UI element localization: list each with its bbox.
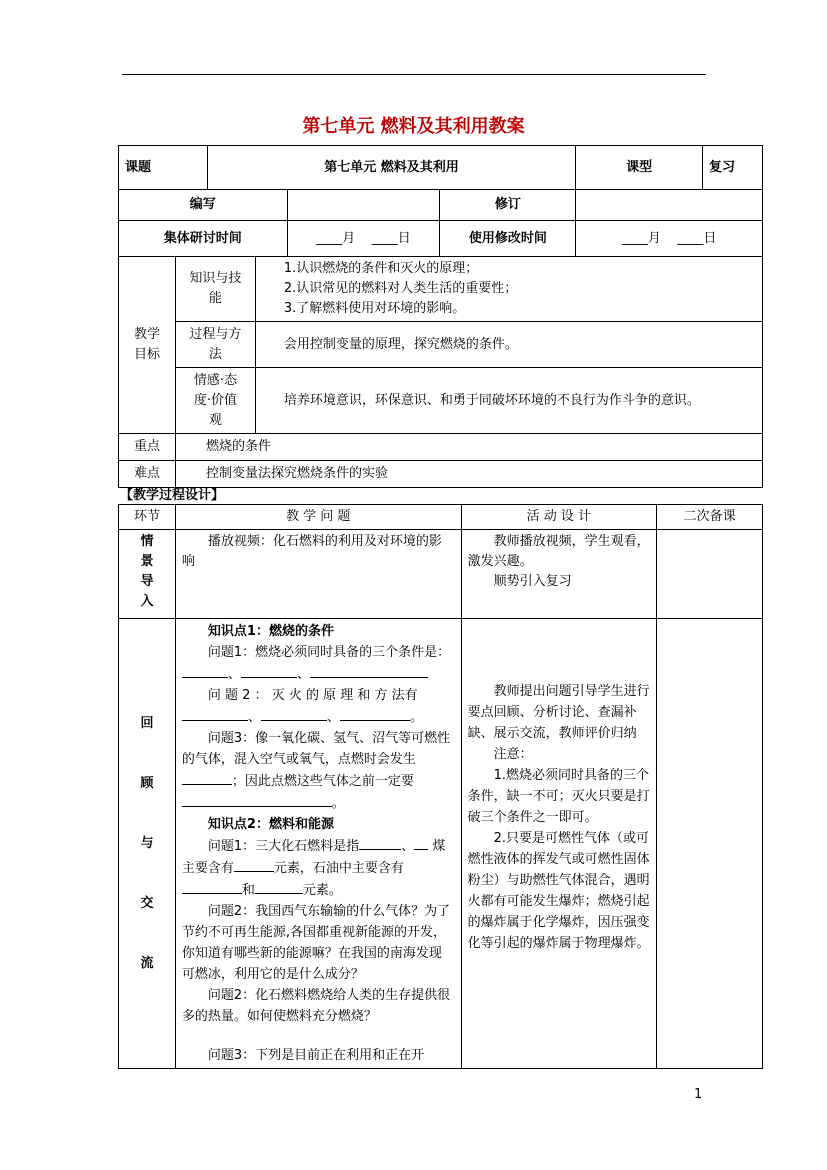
info-table: [118, 145, 763, 257]
header-question: 教 学 问 题: [175, 505, 461, 530]
p3-text: 问题3：下列是目前正在利用和正在开: [207, 1048, 425, 1063]
xiuding-label: 修订: [440, 190, 576, 221]
intro-question-text: 播放视频：化石燃料的利用及对环境的影响: [181, 534, 442, 569]
header-activity: 活 动 设 计: [461, 505, 657, 530]
process-section-title: 【教学过程设计】: [120, 488, 225, 503]
stage-review: [119, 619, 176, 1069]
knowledge-label-1: 知识与技: [189, 271, 242, 286]
stage-char: 流: [140, 955, 154, 971]
kexing-value: 复习: [703, 146, 763, 190]
q3: 问题3：像一氧化碳、氢气、沼气等可燃性的气体，混入空气或氧气，点燃时会发生；因此点燃这些气体之前一定要。: [181, 731, 451, 811]
knowledge-item: 3.了解燃料使用对环境的影响。: [283, 301, 466, 316]
p2b-text: 问题2：化石燃料燃烧给人类的生存提供很多的热量。如何使燃料充分燃烧？: [181, 988, 451, 1024]
intro-activity-1: 教师播放视频，学生观看，激发兴趣。: [467, 534, 650, 569]
emotion-label-1: 情感·态: [193, 372, 237, 388]
intro-question: [175, 530, 461, 619]
kexing-label: 课型: [576, 146, 703, 190]
key-label: 重点: [119, 434, 176, 461]
act-n1: 1.燃烧必须同时具备的三个条件，缺一不可；灭火只要是打破三个条件之一即可。: [467, 768, 650, 825]
p1-b: 煤主要含有: [181, 839, 446, 876]
p1-text: 问题1：三大化石燃料是指: [207, 839, 360, 854]
goals-label-line1: 教学: [133, 327, 160, 342]
key-text: 燃烧的条件: [175, 434, 762, 461]
header-rule: [122, 74, 706, 75]
stage-char: 回: [140, 715, 154, 731]
bianxie-value: [287, 190, 440, 221]
intro-activity-2: 顺势引入复习: [493, 574, 572, 589]
kp1-title: 知识点1：燃烧的条件: [207, 624, 334, 639]
stage-intro: [119, 530, 176, 619]
xiugai-value: ____月 ____日: [576, 221, 763, 257]
stage-char: 导: [140, 574, 154, 589]
stage-char: 与: [140, 835, 154, 851]
keti-value: 第七单元 燃料及其利用: [207, 146, 575, 190]
page-number: 1: [694, 1087, 703, 1102]
intro-revision: [657, 530, 763, 619]
q3-text: 问题3：像一氧化碳、氢气、沼气等可燃性的气体，混入空气或氧气，点燃时会发生: [181, 731, 451, 767]
process-label-2: 法: [208, 346, 222, 362]
stage-char: 入: [140, 594, 154, 609]
emotion-label-3: 观: [208, 412, 222, 428]
knowledge-label-2: 能: [208, 291, 222, 306]
process-table: [118, 504, 763, 1069]
act-n2: 2.只要是可燃性气体（或可燃性液体的挥发气或可燃性固体粉尘）与助燃性气体混合，遇明火都有可能发生爆炸；燃烧引起的爆炸属于化学爆炸，因压强变化等引起的爆炸属于物理爆炸。: [467, 831, 650, 951]
stage-char: 交: [140, 895, 154, 911]
process-label: [175, 322, 255, 368]
review-questions: [175, 619, 461, 1069]
knowledge-item: 2.认识常见的燃料对人类生活的重要性；: [283, 281, 518, 296]
difficulty-text: 控制变量法探究燃烧条件的实验: [175, 461, 762, 488]
p1-c: 元素，石油中主要含有: [273, 861, 404, 876]
jiti-value: ____月 ____日: [287, 221, 440, 257]
emotion-label-2: 度·价值: [193, 392, 237, 408]
q1: 问题1：燃烧必须同时具备的三个条件是：、 、: [182, 642, 455, 685]
document-title: 第七单元 燃料及其利用教案: [302, 116, 525, 137]
keti-label: 课题: [119, 146, 208, 190]
xiuding-value: [576, 190, 763, 221]
act-note: 注意：: [493, 747, 533, 762]
goals-table: [118, 256, 763, 488]
difficulty-label: 难点: [119, 461, 176, 488]
goals-label-line2: 目标: [133, 347, 160, 362]
header-revision: 二次备课: [657, 505, 763, 530]
jiti-label: 集体研讨时间: [119, 221, 288, 257]
q2-text: 问 题 2 ： 灭 火 的 原 理 和 方 法有: [207, 688, 418, 703]
q3-mid: ；因此点燃这些气体之前一定要: [231, 774, 414, 789]
p1: 问题1：三大化石燃料是指 、 煤主要含有 元素，石油中主要含有和 元素。: [182, 835, 455, 901]
emotion-text: 培养环境意识，环保意识、和勇于同破坏环境的不良行为作斗争的意识。: [255, 368, 762, 434]
p2a-text: 问题2：我国西气东输输的什么气体？为了节约不可再生能源,各国都重视新能源的开发，你知道有哪些新的能源嘛？在我国的南海发现可燃冰，利用它的是什么成分？: [181, 904, 451, 982]
emotion-label: [175, 368, 255, 434]
q1-text: 问题1：燃烧必须同时具备的三个条件是：: [207, 645, 451, 660]
knowledge-item: 1.认识燃烧的条件和灭火的原理；: [283, 261, 479, 276]
q2: 问 题 2 ： 灭 火 的 原 理 和 方 法有、 、 。: [182, 685, 455, 728]
knowledge-label: [175, 257, 255, 322]
process-label-1: 过程与方: [189, 326, 242, 342]
review-revision: [657, 619, 763, 1069]
p1-e: 元素。: [302, 883, 342, 898]
bianxie-label: 编写: [119, 190, 288, 221]
stage-char: 情: [140, 534, 154, 549]
xiugai-label: 使用修改时间: [440, 221, 576, 257]
kp2-title: 知识点2：燃料和能源: [207, 817, 334, 832]
process-text: 会用控制变量的原理，探究燃烧的条件。: [255, 322, 762, 368]
act-1: 教师提出问题引导学生进行要点回顾、分析讨论、查漏补缺、展示交流，教师评价归纳: [467, 684, 650, 741]
stage-char: 景: [140, 554, 154, 569]
p1-d: 和: [241, 883, 255, 898]
intro-activity: [461, 530, 657, 619]
knowledge-items: [255, 257, 762, 322]
header-stage: 环节: [119, 505, 176, 530]
goals-label: [119, 257, 176, 434]
review-activity: [461, 619, 657, 1069]
stage-char: 顾: [140, 775, 154, 791]
